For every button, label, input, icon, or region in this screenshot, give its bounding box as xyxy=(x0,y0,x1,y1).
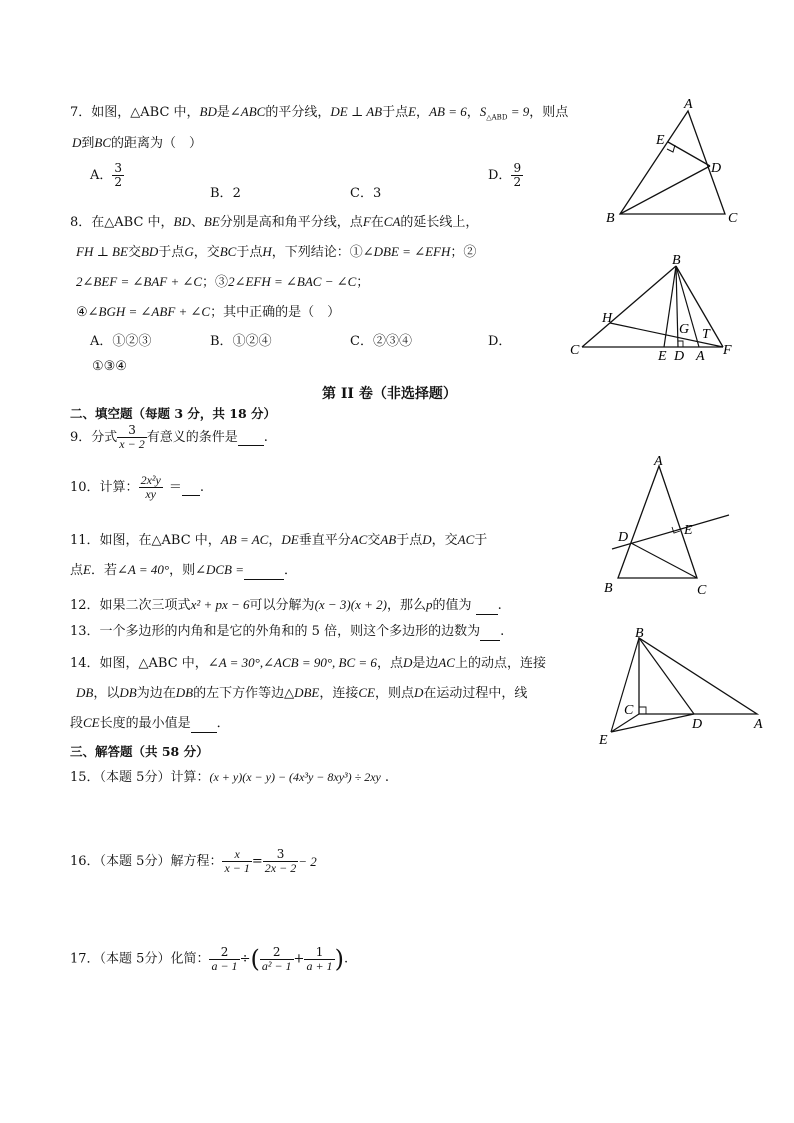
answer-blank[interactable] xyxy=(191,716,217,733)
question-9: 9．分式 $\frac{3}{x - 2}$ 有意义的条件是 . xyxy=(70,423,268,452)
question-13: 13．一个多边形的内角和是它的外角和的 5 倍，则这个多边形的边数为 . xyxy=(70,624,505,639)
answer-blank[interactable] xyxy=(476,598,498,615)
fraction: $\frac{3}{2}$ xyxy=(114,161,123,190)
label-b: B xyxy=(635,626,644,641)
fraction: $\frac{3}{x - 2}$ xyxy=(119,423,145,452)
label-b: B xyxy=(606,211,615,226)
label-a: A xyxy=(754,717,763,732)
question-8-line2: FH ⊥ BE交BD于点G，交BC于点H，下列结论：①∠DBE = ∠EFH；② xyxy=(76,244,477,260)
q7-option-c[interactable]: C．3 xyxy=(350,186,382,201)
question-7: 7．如图，△ABC 中，BD是∠ABC的平分线，DE ⊥ AB于点E，AB = 6，$S_{\triangle ABD} = 9$，则点 xyxy=(70,104,569,122)
label-a: A xyxy=(696,349,705,364)
figure-triangle-q11 xyxy=(596,452,736,602)
q8-option-d-text[interactable]: ①③④ xyxy=(92,359,127,374)
q8-option-b[interactable]: B．①②④ xyxy=(210,334,272,349)
question-14-line2: DB，以DB为边在DB的左下方作等边△DBE，连接CE，则点D在运动过程中，线 xyxy=(76,685,528,701)
question-14-line3: 段CE长度的最小值是 ． xyxy=(70,715,230,731)
label-d: D xyxy=(692,717,703,732)
question-8: 8．在△ABC 中，BD、BE分别是高和角平分线，点F在CA的延长线上， xyxy=(70,214,479,230)
question-15: 15．（本题 5分）计算：(x + y)(x − y) − (4x³y − 8xy³) ÷ 2xy . xyxy=(70,770,390,785)
label-e: E xyxy=(684,523,693,538)
label-e: E xyxy=(599,733,608,748)
q8-option-a[interactable]: A．①②③ xyxy=(90,334,152,349)
q7-option-d[interactable]: D． $\frac{9}{2}$ xyxy=(488,161,522,190)
q7-number: 7． xyxy=(70,105,92,120)
q8-option-c[interactable]: C．②③④ xyxy=(350,334,412,349)
figure-triangle-q7 xyxy=(600,96,750,231)
q7-option-b[interactable]: B．2 xyxy=(210,186,241,201)
label-f: F xyxy=(723,343,732,358)
figure-triangle-q14 xyxy=(594,626,769,751)
question-11-line2: 点E．若∠A = 40°，则∠DCB = ． xyxy=(70,562,298,578)
question-8-line3: 2∠BEF = ∠BAF + ∠C；③2∠EFH = ∠BAC − ∠C； xyxy=(76,274,370,290)
answer-blank[interactable] xyxy=(238,429,264,446)
label-d: D xyxy=(674,349,685,364)
answer-blank[interactable] xyxy=(182,479,200,496)
label-e: E xyxy=(658,349,667,364)
fraction: $\frac{\text{2x²y}}{xy}$ xyxy=(140,473,161,502)
fraction: $\frac{x}{x - 1}$ xyxy=(224,847,250,876)
question-7-line2: D到BC的距离为（ ） xyxy=(72,135,203,151)
label-t: T xyxy=(702,327,710,342)
label-c: C xyxy=(624,703,634,718)
fraction: $\frac{9}{2}$ xyxy=(513,161,522,190)
label-b: B xyxy=(672,253,681,268)
answer-blank[interactable] xyxy=(480,624,500,641)
figure-triangle-q8 xyxy=(568,252,748,367)
fraction: $\frac{1}{a + 1}$ xyxy=(306,944,333,973)
question-12: 12．如果二次三项式x² + px − 6可以分解为(x − 3)(x + 2)，那么p的值为 . xyxy=(70,597,502,613)
q7-option-a[interactable]: A． $\frac{3}{2}$ xyxy=(90,161,123,190)
part2-heading: 二、填空题（每题 3 分，共 18 分） xyxy=(70,406,277,421)
label-a: A xyxy=(654,454,663,469)
label-g: G xyxy=(679,322,690,337)
right-paren: ) xyxy=(334,945,344,973)
label-d: D xyxy=(618,530,629,545)
fraction: $\frac{2}{a - 1}$ xyxy=(211,944,238,973)
label-c: C xyxy=(570,343,580,358)
question-10: 10．计算： $\frac{\text{2x²y}}{xy}$ ＝ . xyxy=(70,473,204,502)
label-c: C xyxy=(697,583,707,598)
question-17: 17．（本题 5分）化简： $\frac{2}{a - 1}$ ÷( $\frac{2}{\text{a² − 1}}$ + $\frac{1}{a + 1}$ ). xyxy=(70,944,349,973)
answer-blank[interactable] xyxy=(244,563,284,580)
label-d: D xyxy=(711,161,722,176)
label-h: H xyxy=(602,311,613,326)
part3-heading: 三、解答题（共 58 分） xyxy=(70,744,209,759)
fraction: $\frac{3}{2x - 2}$ xyxy=(264,847,297,876)
section-title: 第 II 卷（非选择题） xyxy=(322,386,457,402)
label-c: C xyxy=(728,211,738,226)
q8-option-d-label[interactable]: D． xyxy=(488,334,512,349)
question-16: 16．（本题 5分）解方程： $\frac{x}{x - 1}$ = $\frac{3}{2x - 2}$ − 2 xyxy=(70,847,317,876)
question-8-line4: ④∠BGH = ∠ABF + ∠C；其中正确的是（ ） xyxy=(76,304,341,320)
fraction: $\frac{2}{\text{a² − 1}}$ xyxy=(261,944,292,973)
label-e: E xyxy=(656,133,665,148)
question-14: 14．如图，△ABC 中，∠A = 30°,∠ACB = 90°, BC = 6，点D是边AC上的动点，连接 xyxy=(70,655,546,671)
label-a: A xyxy=(684,97,693,112)
question-11: 11．如图，在△ABC 中，AB = AC，DE垂直平分AC交AB于点D，交AC于 xyxy=(70,532,488,548)
left-paren: ( xyxy=(250,945,260,973)
label-b: B xyxy=(604,581,613,596)
